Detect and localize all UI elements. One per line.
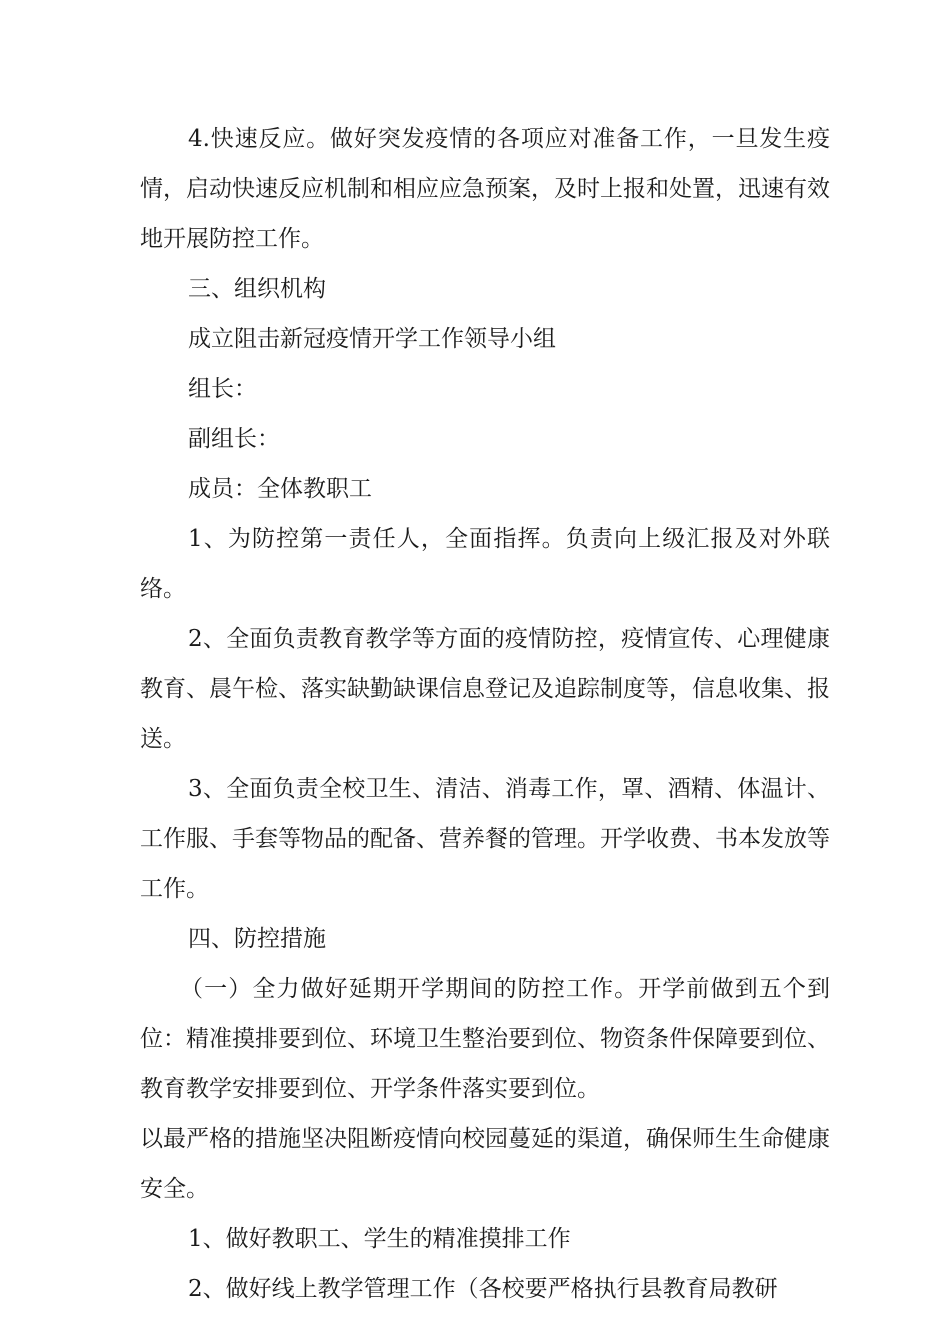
document-body xyxy=(140,114,830,1314)
heading-organization: 三、组织机构 xyxy=(188,276,326,302)
paragraph-duty-3: 3、全面负责全校卫生、清洁、消毒工作，罩、酒精、体温计、工作服、手套等物品的配备、营养餐的管理。开学收费、书本发放等工作。 xyxy=(140,776,830,902)
paragraph-duty-2: 2、全面负责教育教学等方面的疫情防控，疫情宣传、心理健康教育、晨午检、落实缺勤缺课信息登记及追踪制度等，信息收集、报送。 xyxy=(140,626,830,752)
paragraph-rapid-response: 4.快速反应。做好突发疫情的各项应对准备工作，一旦发生疫情，启动快速反应机制和相应应急预案，及时上报和处置，迅速有效地开展防控工作。 xyxy=(140,126,830,252)
heading-measures: 四、防控措施 xyxy=(188,926,326,952)
paragraph-group-leader: 组长： xyxy=(188,376,257,402)
paragraph-leading-group: 成立阻击新冠疫情开学工作领导小组 xyxy=(188,326,556,352)
paragraph-task-1: 1、做好教职工、学生的精准摸排工作 xyxy=(188,1226,571,1252)
paragraph-members: 成员：全体教职工 xyxy=(188,476,372,502)
paragraph-duty-1: 1、为防控第一责任人，全面指挥。负责向上级汇报及对外联络。 xyxy=(140,526,830,602)
paragraph-measure-1: （一）全力做好延期开学期间的防控工作。开学前做到五个到位：精准摸排要到位、环境卫生整治要到位、物资条件保障要到位、教育教学安排要到位、开学条件落实要到位。 xyxy=(140,976,830,1102)
paragraph-task-2: 2、做好线上教学管理工作（各校要严格执行县教育局教研 xyxy=(188,1276,778,1302)
paragraph-deputy-leader: 副组长： xyxy=(188,426,280,452)
paragraph-strict-measures: 以最严格的措施坚决阻断疫情向校园蔓延的渠道，确保师生生命健康安全。 xyxy=(140,1126,830,1202)
